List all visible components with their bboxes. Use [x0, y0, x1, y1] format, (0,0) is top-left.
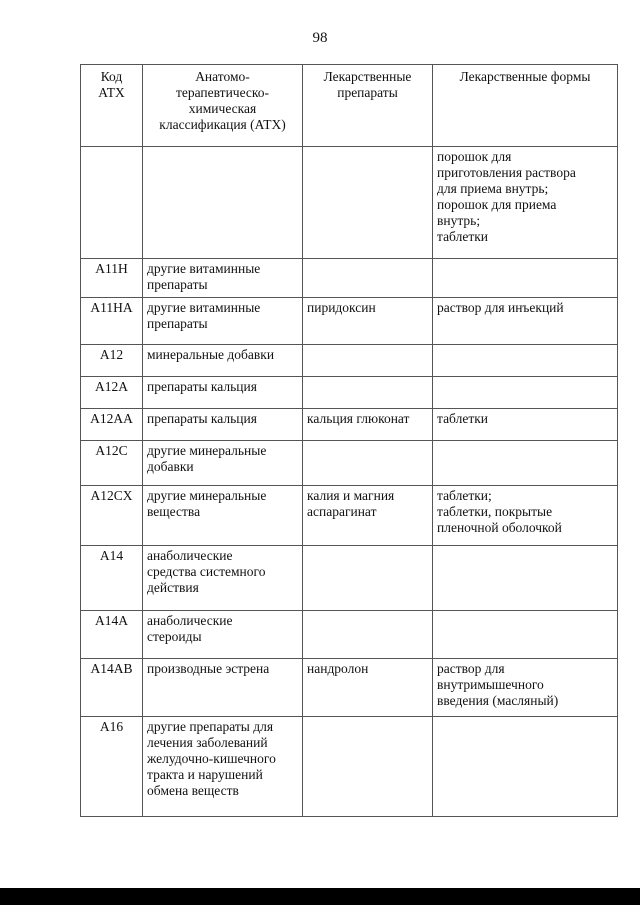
header-dosage-forms: Лекарственные формы	[433, 65, 618, 147]
dosage-form-cell	[433, 441, 618, 486]
atc-code-cell	[81, 659, 143, 717]
table-row	[81, 147, 618, 259]
atc-code-text: A12A	[95, 379, 128, 394]
classification-cell	[143, 441, 303, 486]
drug-cell	[303, 409, 433, 441]
dosage-form-cell	[433, 546, 618, 611]
atc-code-text: A12AA	[90, 411, 133, 426]
drug-cell	[303, 259, 433, 298]
classification-cell	[143, 298, 303, 345]
dosage-form-cell	[433, 486, 618, 546]
classification-text: другие минеральные добавки	[147, 443, 267, 474]
table-row	[81, 441, 618, 486]
atc-code-cell	[81, 377, 143, 409]
drug-cell	[303, 611, 433, 659]
drug-cell	[303, 377, 433, 409]
drug-cell	[303, 717, 433, 817]
dosage-form-cell	[433, 298, 618, 345]
header-atc-code: Код АТХ	[81, 65, 143, 147]
drug-cell	[303, 345, 433, 377]
atx-table	[80, 64, 618, 817]
atc-code-cell	[81, 345, 143, 377]
atc-code-cell	[81, 409, 143, 441]
drug-text: кальция глюконат	[307, 411, 410, 426]
bottom-scan-bar	[0, 888, 640, 905]
classification-text: другие препараты для лечения заболеваний желудочно-кишечного тракта и нарушений обмена веществ	[147, 719, 276, 798]
atc-code-cell	[81, 546, 143, 611]
classification-text: другие минеральные вещества	[147, 488, 267, 519]
atc-code-text: A12	[99, 347, 124, 362]
dosage-form-cell	[433, 409, 618, 441]
dosage-form-cell	[433, 717, 618, 817]
drug-text: калия и магния аспарагинат	[307, 488, 395, 519]
dosage-form-cell	[433, 659, 618, 717]
drug-cell	[303, 441, 433, 486]
drug-cell	[303, 486, 433, 546]
classification-text: препараты кальция	[147, 379, 257, 394]
atc-code-cell	[81, 298, 143, 345]
atc-code-text: A11H	[95, 261, 128, 276]
dosage-form-cell	[433, 611, 618, 659]
header-atc-classification: Анатомо- терапевтическо- химическая классификация (АТХ)	[143, 65, 303, 147]
classification-text: другие витаминные препараты	[147, 300, 261, 331]
dosage-form-text: раствор для инъекций	[437, 300, 564, 315]
table-header-row	[81, 65, 618, 147]
atc-code-cell	[81, 259, 143, 298]
classification-cell	[143, 377, 303, 409]
classification-cell	[143, 345, 303, 377]
drug-text: пиридоксин	[307, 300, 376, 315]
classification-cell	[143, 611, 303, 659]
atc-code-text: A14A	[95, 613, 128, 628]
classification-text: производные эстрена	[147, 661, 270, 676]
atc-code-text: A11HA	[90, 300, 133, 315]
atc-code-text: A14AB	[90, 661, 133, 676]
dosage-form-cell	[433, 345, 618, 377]
table-row	[81, 486, 618, 546]
dosage-form-text: таблетки; таблетки, покрытые пленочной оболочкой	[437, 488, 562, 535]
atc-code-cell	[81, 147, 143, 259]
classification-cell	[143, 409, 303, 441]
dosage-form-cell	[433, 259, 618, 298]
atc-code-text: A12CX	[90, 488, 133, 503]
classification-cell	[143, 717, 303, 817]
classification-text: анаболические стероиды	[147, 613, 233, 644]
table-row	[81, 259, 618, 298]
dosage-form-text: порошок для приготовления раствора для приема внутрь; порошок для приема внутрь; таблетки	[437, 149, 576, 244]
atc-code-text: A12C	[95, 443, 128, 458]
classification-cell	[143, 486, 303, 546]
classification-text: анаболические средства системного действия	[147, 548, 266, 595]
table-row	[81, 377, 618, 409]
drug-text: нандролон	[307, 661, 369, 676]
table-row	[81, 546, 618, 611]
table-row	[81, 611, 618, 659]
table-row	[81, 298, 618, 345]
drug-cell	[303, 546, 433, 611]
atc-code-cell	[81, 611, 143, 659]
atc-code-cell	[81, 441, 143, 486]
classification-text: препараты кальция	[147, 411, 257, 426]
atc-code-text: A14	[99, 548, 124, 563]
classification-cell	[143, 259, 303, 298]
header-drugs: Лекарственные препараты	[303, 65, 433, 147]
drug-cell	[303, 659, 433, 717]
dosage-form-cell	[433, 147, 618, 259]
atc-code-cell	[81, 486, 143, 546]
drug-cell	[303, 147, 433, 259]
dosage-form-cell	[433, 377, 618, 409]
classification-text: другие витаминные препараты	[147, 261, 261, 292]
dosage-form-text: таблетки	[437, 411, 489, 426]
table-row	[81, 717, 618, 817]
classification-cell	[143, 546, 303, 611]
atc-code-text: A16	[99, 719, 124, 734]
table-row	[81, 659, 618, 717]
drug-cell	[303, 298, 433, 345]
table-row	[81, 345, 618, 377]
classification-cell	[143, 147, 303, 259]
atc-code-cell	[81, 717, 143, 817]
table-row	[81, 409, 618, 441]
dosage-form-text: раствор для внутримышечного введения (масляный)	[437, 661, 559, 708]
classification-cell	[143, 659, 303, 717]
page-number: 98	[312, 30, 328, 46]
classification-text: минеральные добавки	[147, 347, 275, 362]
